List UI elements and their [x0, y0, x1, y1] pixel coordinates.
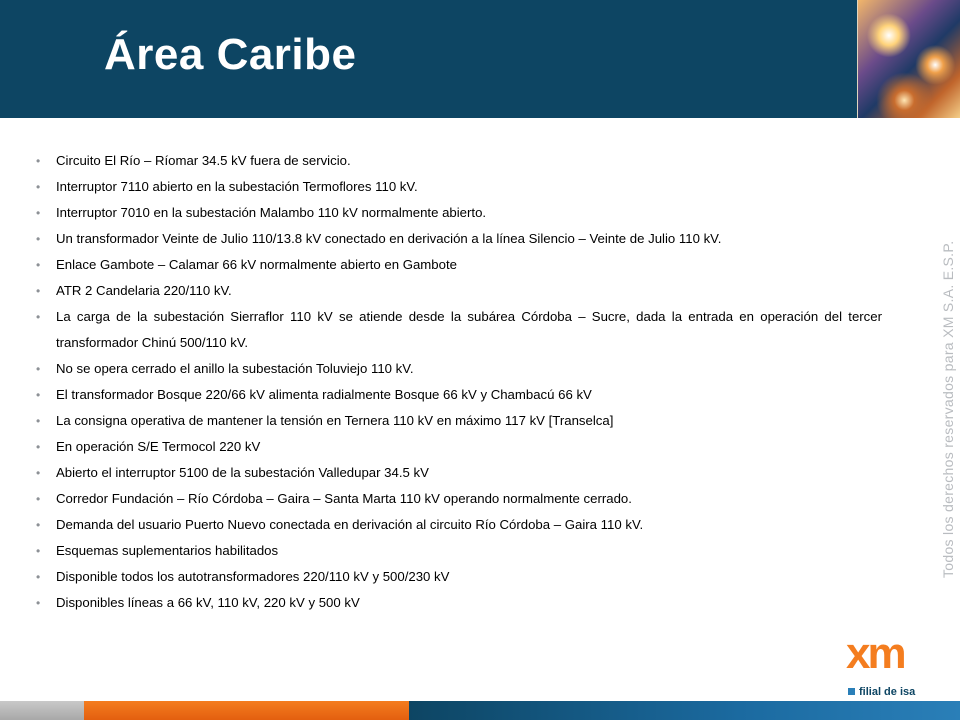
- list-item-text: La carga de la subestación Sierraflor 110 kV se atiende desde la subárea Córdoba – Sucre, dada la entrada en operación del tercer transformador Chinú 500/110 kV.: [56, 309, 882, 350]
- list-item-text: Demanda del usuario Puerto Nuevo conectada en derivación al circuito Río Córdoba – Gaira 110 kV.: [56, 517, 644, 532]
- list-item: [36, 148, 882, 174]
- bullet-icon: •: [36, 544, 41, 558]
- list-item: [36, 512, 882, 538]
- xm-logo-mark: xm: [846, 629, 904, 678]
- list-item-text: Enlace Gambote – Calamar 66 kV normalmente abierto en Gambote: [56, 257, 457, 272]
- bullet-icon: •: [36, 232, 41, 246]
- list-item-text: Disponibles líneas a 66 kV, 110 kV, 220 kV y 500 kV: [56, 595, 360, 610]
- list-item-text: Un transformador Veinte de Julio 110/13.8 kV conectado en derivación a la línea Silencio – Veinte de Julio 110 kV.: [56, 231, 722, 246]
- logo-subtitle-text: filial de isa: [859, 686, 916, 698]
- square-icon: [848, 688, 855, 695]
- list-item: [36, 200, 882, 226]
- list-item-text: La consigna operativa de mantener la tensión en Ternera 110 kV en máximo 117 kV [Transelca]: [56, 413, 614, 428]
- bullet-icon: •: [36, 570, 41, 584]
- list-item: [36, 408, 882, 434]
- list-item: [36, 382, 882, 408]
- list-item: [36, 460, 882, 486]
- bullet-icon: •: [36, 388, 41, 402]
- bullet-icon: •: [36, 284, 41, 298]
- list-item-text: Abierto el interruptor 5100 de la subestación Valledupar 34.5 kV: [56, 465, 429, 480]
- list-item: [36, 356, 882, 382]
- bullet-list: [36, 148, 882, 616]
- list-item: [36, 252, 882, 278]
- list-item: [36, 590, 882, 616]
- list-item-text: El transformador Bosque 220/66 kV alimenta radialmente Bosque 66 kV y Chambacú 66 kV: [56, 387, 592, 402]
- xm-logo: [846, 630, 958, 700]
- bullet-icon: •: [36, 206, 41, 220]
- list-item: [36, 278, 882, 304]
- list-item-text: Esquemas suplementarios habilitados: [56, 543, 279, 558]
- list-item-text: No se opera cerrado el anillo la subestación Toluviejo 110 kV.: [56, 361, 414, 376]
- slide-title: Área Caribe: [104, 30, 357, 79]
- copyright-watermark: Todos los derechos reservados para XM S.A. E.S.P.: [940, 240, 956, 578]
- list-item-text: Disponible todos los autotransformadores 220/110 kV y 500/230 kV: [56, 569, 450, 584]
- list-item-text: Corredor Fundación – Río Córdoba – Gaira – Santa Marta 110 kV operando normalmente cerrado.: [56, 491, 632, 506]
- list-item-text: Interruptor 7010 en la subestación Malambo 110 kV normalmente abierto.: [56, 205, 487, 220]
- bullet-icon: •: [36, 492, 41, 506]
- bullet-icon: •: [36, 440, 41, 454]
- title-banner: [0, 0, 960, 118]
- list-item: [36, 538, 882, 564]
- bullet-icon: •: [36, 362, 41, 376]
- list-item-text: Circuito El Río – Ríomar 34.5 kV fuera de servicio.: [56, 153, 351, 168]
- list-item: [36, 486, 882, 512]
- footer-stripe-blue: [409, 701, 960, 720]
- bullet-icon: •: [36, 466, 41, 480]
- list-item-text: En operación S/E Termocol 220 kV: [56, 439, 261, 454]
- bullet-icon: •: [36, 414, 41, 428]
- list-item: [36, 304, 882, 356]
- footer-stripe-orange: [84, 701, 409, 720]
- bullet-icon: •: [36, 518, 41, 532]
- bullet-icon: •: [36, 310, 41, 324]
- bullet-icon: •: [36, 154, 41, 168]
- footer-stripe-gray: [0, 701, 84, 720]
- list-item-text: Interruptor 7110 abierto en la subestación Termoflores 110 kV.: [56, 179, 418, 194]
- list-item: [36, 564, 882, 590]
- logo-subtitle: [848, 686, 915, 698]
- list-item-text: ATR 2 Candelaria 220/110 kV.: [56, 283, 232, 298]
- corner-city-photo: [857, 0, 960, 118]
- bullet-icon: •: [36, 596, 41, 610]
- list-item: [36, 434, 882, 460]
- bullet-icon: •: [36, 258, 41, 272]
- bullet-icon: •: [36, 180, 41, 194]
- list-item: [36, 226, 882, 252]
- list-item: [36, 174, 882, 200]
